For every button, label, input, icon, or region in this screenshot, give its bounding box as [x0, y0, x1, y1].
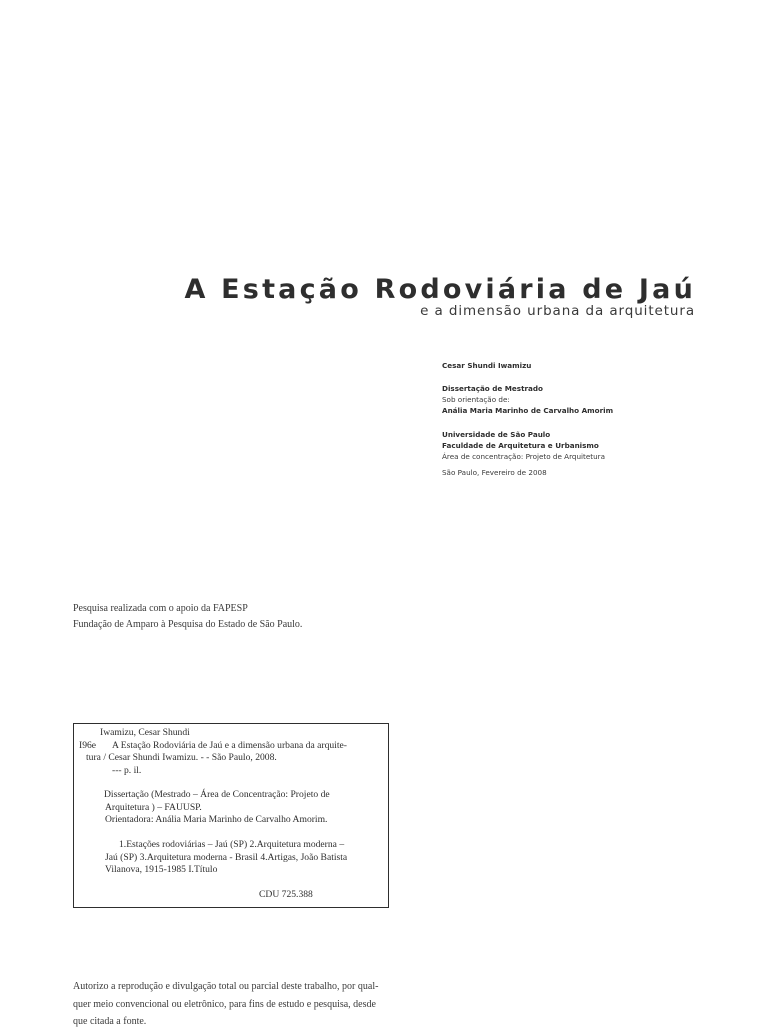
funding-line-2: Fundação de Amparo à Pesquisa do Estado de São Paulo.	[73, 619, 303, 630]
catalog-note-line-1: Dissertação (Mestrado – Área de Concentração: Projeto de	[104, 789, 330, 800]
catalog-card	[73, 723, 389, 908]
funding-note	[73, 601, 302, 633]
advisor-label: Sob orientação de:	[442, 395, 510, 404]
authorization-line-3: que citada a fonte.	[73, 1016, 147, 1027]
catalog-subjects-line-1: 1.Estações rodoviárias – Jaú (SP) 2.Arquitetura moderna –	[119, 839, 345, 850]
author-name: Cesar Shundi Iwamizu	[442, 361, 532, 370]
funding-line-1: Pesquisa realizada com o apoio da FAPESP	[73, 603, 248, 614]
catalog-call-number: I96e	[79, 740, 97, 751]
catalog-title-line-1: A Estação Rodoviária de Jaú e a dimensão urbana da arquite-	[112, 740, 347, 751]
place-date: São Paulo, Fevereiro de 2008	[442, 468, 547, 477]
degree-label: Dissertação de Mestrado	[442, 384, 543, 393]
catalog-note-line-3: Orientadora: Anália Maria Marinho de Carvalho Amorim.	[105, 814, 328, 825]
university-name: Universidade de São Paulo	[442, 430, 551, 439]
document-title: A Estação Rodoviária de Jaú	[184, 274, 696, 305]
reproduction-authorization	[73, 978, 403, 1031]
credits-block	[442, 360, 742, 478]
faculty-name: Faculdade de Arquitetura e Urbanismo	[442, 441, 599, 450]
advisor-name: Anália Maria Marinho de Carvalho Amorim	[442, 406, 614, 415]
catalog-pages: --- p. il.	[112, 765, 142, 776]
authorization-line-1: Autorizo a reprodução e divulgação total ou parcial deste trabalho, por qual-	[73, 981, 379, 992]
catalog-title-line-2: tura / Cesar Shundi Iwamizu. - - São Paulo, 2008.	[86, 752, 277, 763]
catalog-note-line-2: Arquitetura ) – FAUUSP.	[105, 802, 202, 813]
concentration-area: Área de concentração: Projeto de Arquitetura	[442, 452, 605, 461]
document-subtitle: e a dimensão urbana da arquitetura	[420, 303, 695, 319]
catalog-cdu: CDU 725.388	[259, 889, 313, 900]
catalog-subjects-line-3: Vilanova, 1915-1985 I.Título	[105, 864, 218, 875]
catalog-author: Iwamizu, Cesar Shundi	[100, 727, 190, 738]
authorization-line-2: quer meio convencional ou eletrônico, para fins de estudo e pesquisa, desde	[73, 998, 376, 1010]
catalog-subjects-line-2: Jaú (SP) 3.Arquitetura moderna - Brasil 4.Artigas, João Batista	[105, 852, 348, 863]
